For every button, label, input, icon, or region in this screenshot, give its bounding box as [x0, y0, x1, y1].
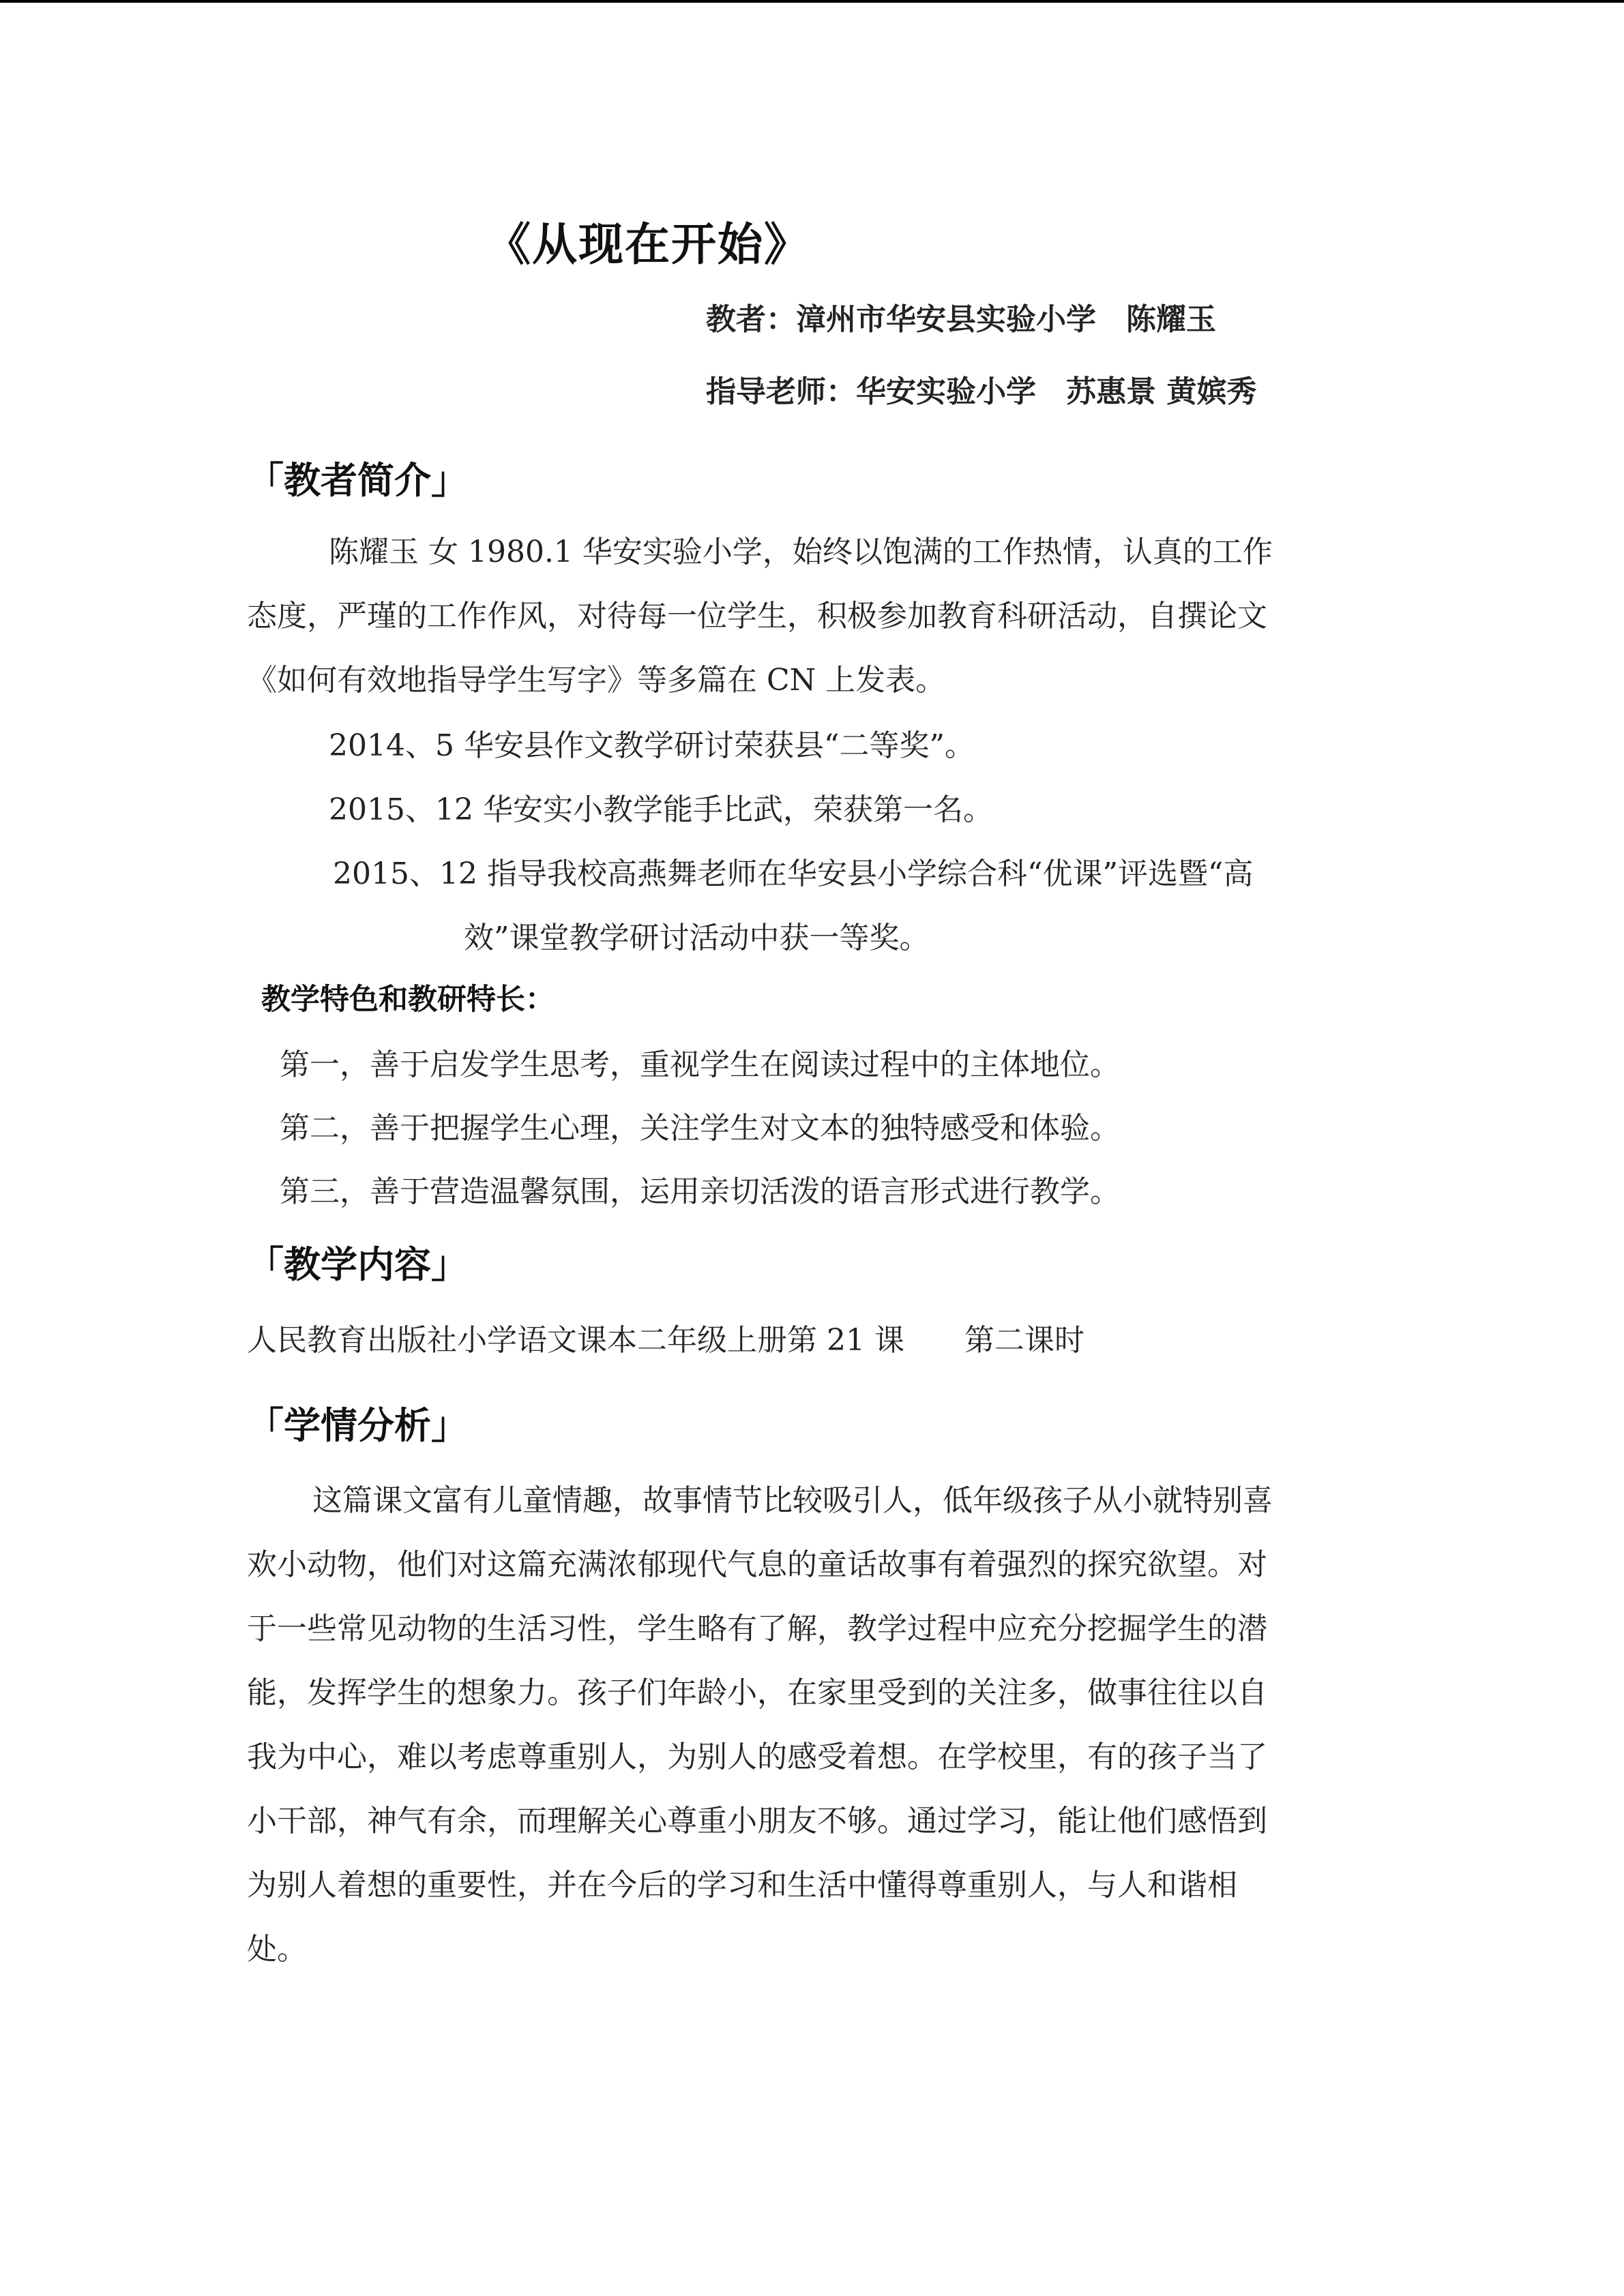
document-title: 《从现在开始》: [486, 218, 810, 271]
analysis-line: 能，发挥学生的想象力。孩子们年龄小，在家里受到的关注多，做事往往以自: [247, 1675, 1267, 1710]
award-line: 2015、12 华安实小教学能手比武，荣获第一名。: [329, 792, 993, 827]
feature-item: 第一，善于启发学生思考，重视学生在阅读过程中的主体地位。: [280, 1047, 1120, 1082]
award-line: 2014、5 华安县作文教学研讨荣获县“二等奖”。: [329, 728, 975, 763]
advisor-line: 指导老师：华安实验小学 苏惠景 黄嫔秀: [706, 374, 1257, 409]
analysis-line: 这篇课文富有儿童情趣，故事情节比较吸引人，低年级孩子从小就特别喜: [312, 1483, 1273, 1518]
feature-item: 第二，善于把握学生心理，关注学生对文本的独特感受和体验。: [280, 1111, 1120, 1146]
award-line: 2015、12 指导我校高燕舞老师在华安县小学综合科“优课”评选暨“高: [333, 856, 1254, 891]
analysis-line: 小干部，神气有余，而理解关心尊重小朋友不够。通过学习，能让他们感悟到: [247, 1804, 1267, 1838]
intro-line: 陈耀玉 女 1980.1 华安实验小学，始终以饱满的工作热情，认真的工作: [329, 535, 1273, 569]
features-heading: 教学特色和教研特长：: [261, 983, 555, 1017]
award-line: 效”课堂教学研讨活动中获一等奖。: [464, 921, 930, 955]
section-heading-analysis: 「学情分析」: [247, 1403, 468, 1447]
analysis-line: 欢小动物，他们对这篇充满浓郁现代气息的童话故事有着强烈的探究欲望。对: [247, 1547, 1267, 1582]
feature-item: 第三，善于营造温馨氛围，运用亲切活泼的语言形式进行教学。: [280, 1174, 1120, 1209]
analysis-line: 于一些常见动物的生活习性，学生略有了解，教学过程中应充分挖掘学生的潜: [247, 1611, 1267, 1646]
content-text: 人民教育出版社小学语文课本二年级上册第 21 课 第二课时: [247, 1323, 1084, 1358]
analysis-line: 处。: [247, 1932, 307, 1967]
section-heading-intro: 「教者简介」: [247, 458, 468, 502]
top-border-line: [0, 0, 1624, 3]
section-heading-content: 「教学内容」: [247, 1242, 468, 1286]
intro-line: 态度，严瑾的工作作风，对待每一位学生，积极参加教育科研活动，自撰论文: [247, 599, 1267, 633]
author-line: 教者：漳州市华安县实验小学 陈耀玉: [706, 302, 1216, 337]
analysis-line: 我为中心，难以考虑尊重别人，为别人的感受着想。在学校里，有的孩子当了: [247, 1740, 1267, 1774]
intro-line: 《如何有效地指导学生写字》等多篇在 CN 上发表。: [247, 663, 946, 698]
analysis-line: 为别人着想的重要性，并在今后的学习和生活中懂得尊重别人，与人和谐相: [247, 1868, 1237, 1903]
